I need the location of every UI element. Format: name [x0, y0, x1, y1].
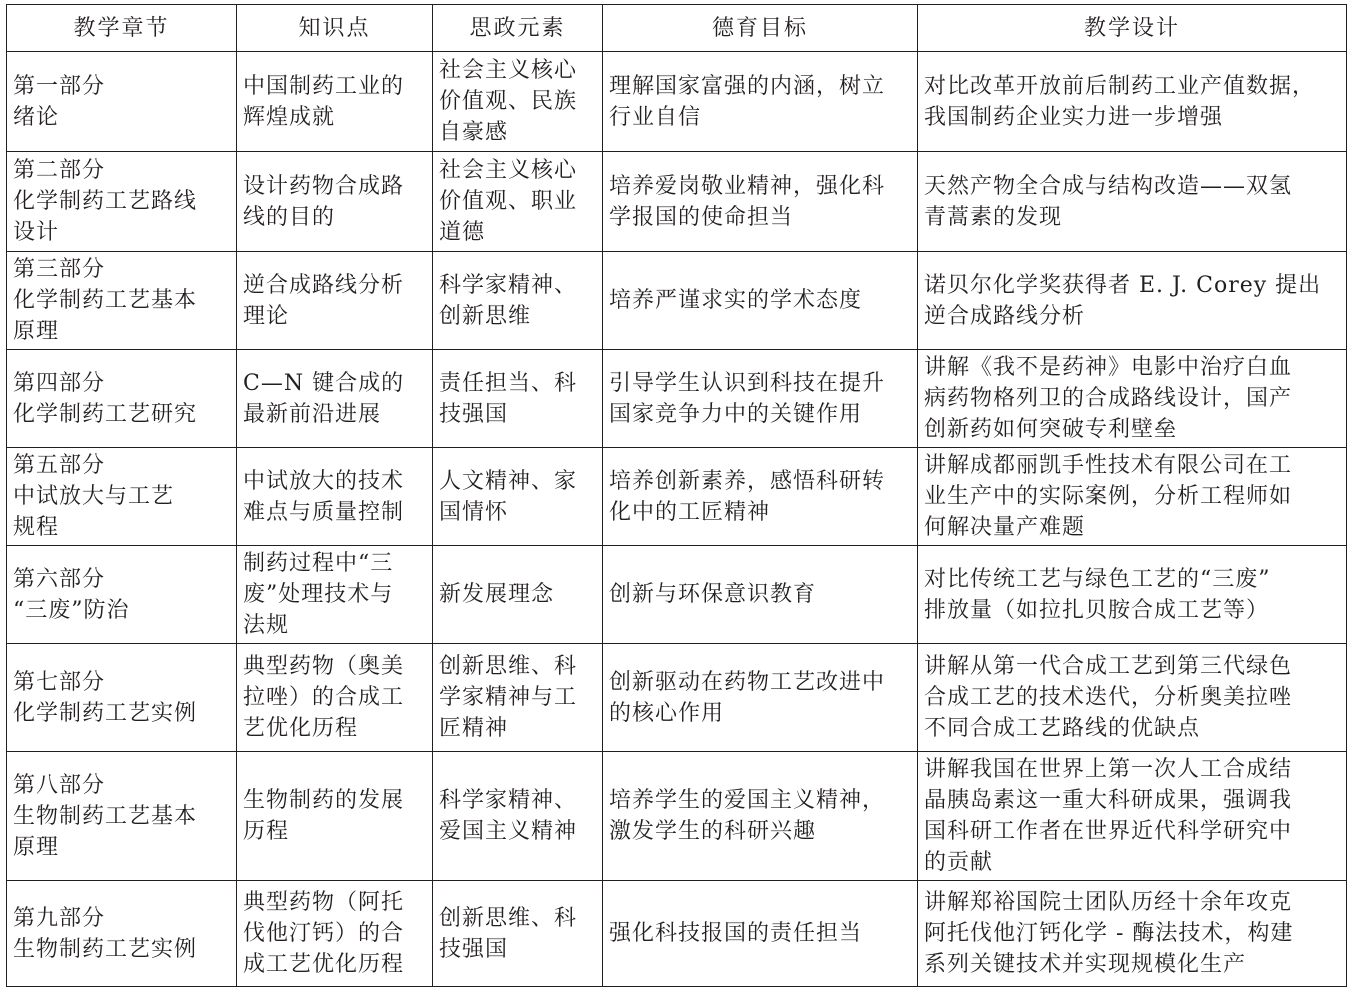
cell-text-line: 的贡献: [924, 850, 994, 875]
cell-element: [433, 52, 603, 152]
table-row: [7, 152, 1347, 252]
cell-text-line: 理论: [243, 303, 290, 329]
table-row: [7, 644, 1347, 752]
cell-text-line: 第五部分: [13, 453, 106, 478]
header-row: [7, 5, 1347, 52]
cell-text-line: 第三部分: [13, 257, 106, 282]
cell-element: [433, 546, 603, 644]
cell-text-line: 国家竞争力中的关键作用: [609, 401, 863, 427]
cell-goal: [603, 350, 918, 448]
cell-text-line: 对比传统工艺与绿色工艺的“三废”: [924, 566, 1271, 592]
cell-text-line: 废”处理技术与: [243, 582, 394, 607]
cell-text-line: 业生产中的实际案例，分析工程师如: [924, 484, 1293, 509]
cell-goal: [603, 546, 918, 644]
cell-text-line: 自豪感: [439, 120, 509, 145]
cell-text-line: 社会主义核心: [439, 58, 578, 83]
cell-text-line: 新发展理念: [439, 582, 555, 607]
cell-text-line: 天然产物全合成与结构改造——双氢: [924, 173, 1293, 199]
cell-text-line: 培养学生的爱国主义精神，: [609, 788, 886, 813]
cell-text-line: 强化科技报国的责任担当: [609, 921, 863, 946]
cell-knowledge: [237, 152, 433, 252]
cell-text-line: 典型药物（阿托: [243, 890, 405, 915]
table-row: [7, 881, 1347, 987]
cell-text-line: 社会主义核心: [439, 158, 578, 183]
table-row: [7, 252, 1347, 350]
cell-text-line: 合成工艺的技术迭代，分析奥美拉唑: [924, 685, 1293, 710]
cell-knowledge: [237, 350, 433, 448]
cell-text-line: 最新前沿进展: [243, 401, 382, 427]
cell-text-line: 中试放大与工艺: [13, 484, 175, 509]
cell-element: [433, 644, 603, 752]
cell-text-line: 讲解我国在世界上第一次人工合成结: [924, 757, 1293, 782]
cell-element: [433, 350, 603, 448]
cell-text-line: 设计药物合成路: [243, 173, 405, 199]
cell-text-line: 国科研工作者在世界近代科学研究中: [924, 819, 1293, 844]
cell-text-line: 创新思维、科: [439, 905, 578, 931]
cell-text-line: 病药物格列卫的合成路线设计，国产: [924, 386, 1293, 411]
cell-design: [918, 546, 1347, 644]
cell-text-line: 讲解《我不是药神》电影中治疗白血: [924, 355, 1293, 380]
cell-text-line: 讲解郑裕国院士团队历经十余年攻克: [924, 890, 1293, 915]
cell-text-line: 阿托伐他汀钙化学 - 酶法技术，构建: [924, 921, 1294, 946]
cell-text-line: 科学家精神、: [439, 788, 578, 813]
cell-text-line: 不同合成工艺路线的优缺点: [924, 716, 1201, 741]
cell-text-line: 青蒿素的发现: [924, 204, 1063, 230]
cell-text-line: 伐他汀钙）的合: [243, 921, 405, 946]
cell-text-line: 培养创新素养，感悟科研转: [609, 468, 886, 494]
cell-text-line: 引导学生认识到科技在提升: [609, 370, 886, 396]
cell-text-line: 化学制药工艺路线: [13, 189, 198, 214]
cell-design: [918, 350, 1347, 448]
cell-text-line: 第六部分: [13, 566, 106, 592]
table-row: [7, 52, 1347, 152]
cell-text-line: 逆合成路线分析: [243, 272, 405, 298]
cell-text-line: 第九部分: [13, 905, 106, 931]
cell-text-line: 讲解从第一代合成工艺到第三代绿色: [924, 654, 1293, 679]
cell-goal: [603, 881, 918, 987]
cell-text-line: 创新思维、科: [439, 654, 578, 679]
cell-knowledge: [237, 52, 433, 152]
cell-chapter: [7, 546, 237, 644]
cell-goal: [603, 252, 918, 350]
table-row: [7, 350, 1347, 448]
cell-text-line: 的核心作用: [609, 700, 725, 726]
cell-goal: [603, 52, 918, 152]
cell-text-line: 生物制药的发展: [243, 788, 405, 813]
cell-text-line: 晶胰岛素这一重大科研成果，强调我: [924, 788, 1293, 813]
cell-text-line: C—N 键合成的: [243, 370, 405, 396]
cell-text-line: 价值观、民族: [439, 89, 578, 114]
cell-text-line: 原理: [13, 319, 60, 344]
cell-knowledge: [237, 546, 433, 644]
cell-text-line: 设计: [13, 220, 60, 245]
cell-text-line: 化学制药工艺研究: [13, 401, 198, 427]
cell-text-line: “三废”防治: [13, 597, 130, 623]
cell-knowledge: [237, 252, 433, 350]
cell-text-line: 原理: [13, 834, 60, 860]
cell-text-line: 道德: [439, 220, 486, 245]
cell-goal: [603, 448, 918, 546]
cell-text-line: 技强国: [439, 401, 509, 427]
cell-text-line: 讲解成都丽凯手性技术有限公司在工: [924, 453, 1293, 478]
header-design: 教学设计: [918, 5, 1347, 52]
header-knowledge: 知识点: [237, 5, 433, 52]
cell-design: [918, 448, 1347, 546]
cell-text-line: 规程: [13, 515, 60, 540]
cell-text-line: 何解决量产难题: [924, 515, 1086, 540]
table-row: [7, 546, 1347, 644]
cell-chapter: [7, 448, 237, 546]
cell-text-line: 第一部分: [13, 73, 106, 99]
cell-text-line: 责任担当、科: [439, 370, 578, 396]
cell-goal: [603, 752, 918, 881]
cell-text-line: 系列关键技术并实现规模化生产: [924, 952, 1247, 977]
cell-design: [918, 52, 1347, 152]
cell-text-line: 成工艺优化历程: [243, 952, 405, 977]
cell-text-line: 创新药如何突破专利壁垒: [924, 417, 1178, 442]
cell-text-line: 历程: [243, 819, 290, 844]
cell-text-line: 逆合成路线分析: [924, 303, 1086, 329]
cell-element: [433, 252, 603, 350]
header-chapter: 教学章节: [7, 5, 237, 52]
cell-text-line: 中试放大的技术: [243, 468, 405, 494]
cell-knowledge: [237, 881, 433, 987]
cell-text-line: 价值观、职业: [439, 189, 578, 214]
cell-text-line: 生物制药工艺基本: [13, 803, 198, 829]
cell-chapter: [7, 350, 237, 448]
cell-goal: [603, 644, 918, 752]
cell-text-line: 制药过程中“三: [243, 551, 394, 576]
cell-text-line: 国情怀: [439, 499, 509, 525]
cell-chapter: [7, 644, 237, 752]
cell-chapter: [7, 52, 237, 152]
cell-chapter: [7, 881, 237, 987]
cell-text-line: 爱国主义精神: [439, 819, 578, 844]
cell-design: [918, 752, 1347, 881]
cell-element: [433, 448, 603, 546]
cell-element: [433, 752, 603, 881]
cell-text-line: 线的目的: [243, 204, 336, 230]
cell-text-line: 人文精神、家: [439, 468, 578, 494]
cell-text-line: 创新驱动在药物工艺改进中: [609, 669, 886, 695]
cell-chapter: [7, 152, 237, 252]
cell-text-line: 辉煌成就: [243, 104, 336, 130]
table-row: [7, 752, 1347, 881]
table-body: [7, 52, 1347, 987]
cell-text-line: 艺优化历程: [243, 716, 359, 741]
cell-text-line: 第四部分: [13, 370, 106, 396]
cell-chapter: [7, 252, 237, 350]
cell-text-line: 第二部分: [13, 158, 106, 183]
cell-text-line: 对比改革开放前后制药工业产值数据，: [924, 73, 1316, 99]
cell-text-line: 学报国的使命担当: [609, 204, 794, 230]
cell-goal: [603, 152, 918, 252]
cell-design: [918, 881, 1347, 987]
cell-text-line: 绪论: [13, 104, 60, 130]
course-ideology-table: [6, 4, 1347, 987]
cell-text-line: 诺贝尔化学奖获得者 E. J. Corey 提出: [924, 272, 1322, 298]
cell-text-line: 拉唑）的合成工: [243, 685, 405, 710]
cell-element: [433, 881, 603, 987]
cell-text-line: 培养爱岗敬业精神，强化科: [609, 173, 886, 199]
cell-text-line: 化学制药工艺基本: [13, 288, 198, 313]
cell-text-line: 生物制药工艺实例: [13, 936, 198, 962]
header-element: 思政元素: [433, 5, 603, 52]
cell-text-line: 技强国: [439, 936, 509, 962]
cell-text-line: 中国制药工业的: [243, 73, 405, 99]
cell-chapter: [7, 752, 237, 881]
cell-element: [433, 152, 603, 252]
cell-text-line: 创新思维: [439, 303, 532, 329]
cell-text-line: 学家精神与工: [439, 685, 578, 710]
cell-design: [918, 644, 1347, 752]
cell-knowledge: [237, 448, 433, 546]
cell-text-line: 理解国家富强的内涵，树立: [609, 73, 886, 99]
cell-text-line: 第八部分: [13, 772, 106, 798]
cell-text-line: 排放量（如拉扎贝胺合成工艺等）: [924, 597, 1270, 623]
cell-design: [918, 152, 1347, 252]
cell-text-line: 化学制药工艺实例: [13, 700, 198, 726]
cell-text-line: 行业自信: [609, 104, 702, 130]
cell-text-line: 创新与环保意识教育: [609, 582, 817, 607]
cell-design: [918, 252, 1347, 350]
cell-knowledge: [237, 752, 433, 881]
cell-text-line: 难点与质量控制: [243, 499, 405, 525]
cell-text-line: 典型药物（奥美: [243, 654, 405, 679]
cell-text-line: 第七部分: [13, 669, 106, 695]
cell-text-line: 匠精神: [439, 716, 509, 741]
cell-knowledge: [237, 644, 433, 752]
cell-text-line: 科学家精神、: [439, 272, 578, 298]
cell-text-line: 法规: [243, 613, 290, 638]
cell-text-line: 化中的工匠精神: [609, 499, 771, 525]
cell-text-line: 培养严谨求实的学术态度: [609, 288, 863, 313]
cell-text-line: 我国制药企业实力进一步增强: [924, 104, 1224, 130]
table-row: [7, 448, 1347, 546]
cell-text-line: 激发学生的科研兴趣: [609, 819, 817, 844]
header-goal: 德育目标: [603, 5, 918, 52]
